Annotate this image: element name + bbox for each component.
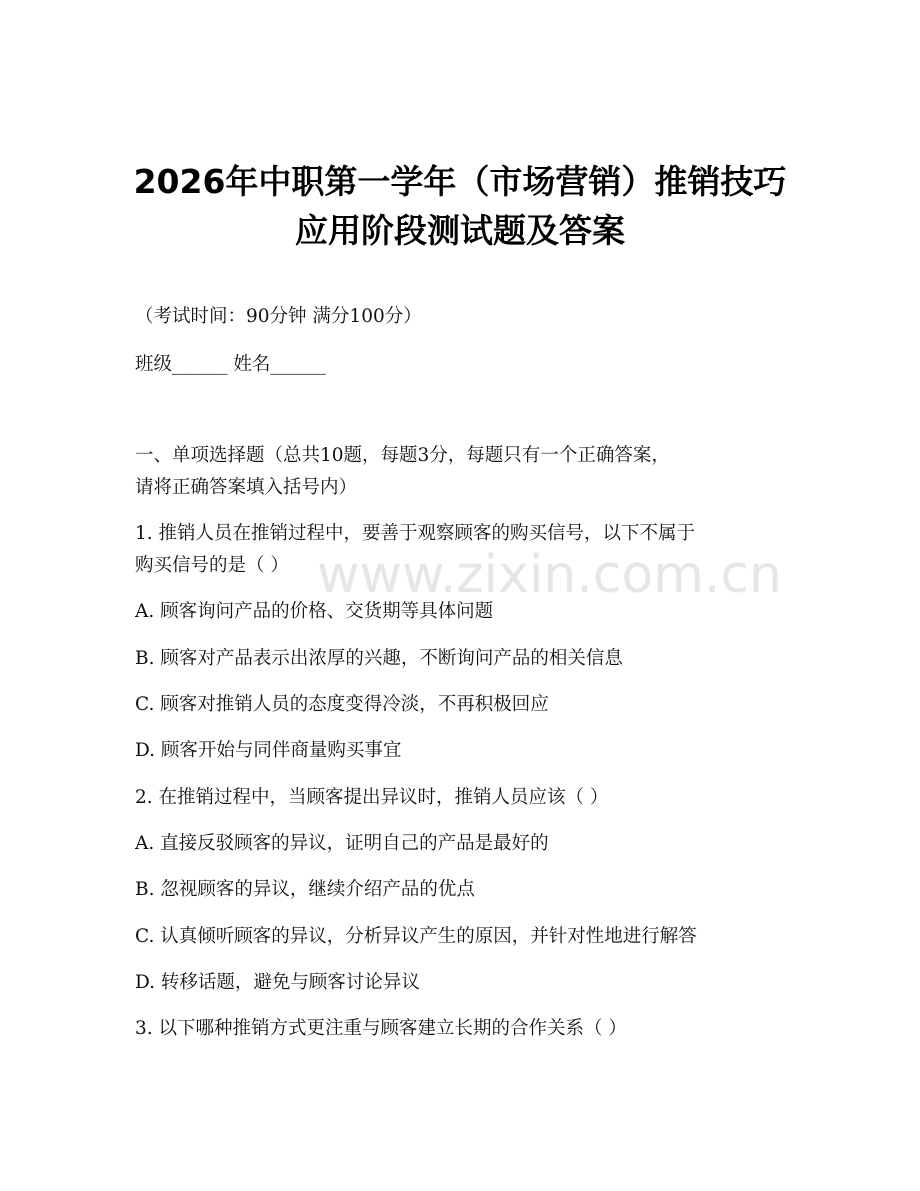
section-heading-line-1: 一、单项选择题（总共10题，每题3分，每题只有一个正确答案， — [135, 445, 670, 466]
question-2-option-d: D. 转移话题，避免与顾客讨论异议 — [135, 972, 420, 993]
question-1-option-a: A. 顾客询问产品的价格、交货期等具体问题 — [135, 601, 494, 622]
question-2-option-a: A. 直接反驳顾客的异议，证明自己的产品是最好的 — [135, 833, 549, 854]
question-2-option-b: B. 忽视顾客的异议，继续介绍产品的优点 — [135, 879, 475, 900]
document-title-line-1: 2026年中职第一学年（市场营销）推销技巧 — [133, 162, 787, 201]
question-1-stem-line-1: 1. 推销人员在推销过程中，要善于观察顾客的购买信号，以下不属于 — [135, 523, 696, 544]
watermark-text: www.zixin.com.cn — [317, 545, 782, 605]
exam-info: （考试时间：90分钟 满分100分） — [135, 306, 422, 327]
section-heading-line-2: 请将正确答案填入括号内） — [135, 477, 358, 498]
class-name-line: 班级______ 姓名______ — [135, 354, 326, 375]
question-2-option-c: C. 认真倾听顾客的异议，分析异议产生的原因，并针对性地进行解答 — [135, 926, 697, 947]
document-title-line-2: 应用阶段测试题及答案 — [295, 211, 625, 250]
question-1-option-d: D. 顾客开始与同伴商量购买事宜 — [135, 740, 402, 761]
question-1-option-b: B. 顾客对产品表示出浓厚的兴趣，不断询问产品的相关信息 — [135, 648, 623, 669]
question-1-option-c: C. 顾客对推销人员的态度变得冷淡，不再积极回应 — [135, 694, 549, 715]
question-2-stem-line-1: 2. 在推销过程中，当顾客提出异议时，推销人员应该（ ） — [135, 787, 609, 808]
question-3-stem-line-1: 3. 以下哪种推销方式更注重与顾客建立长期的合作关系（ ） — [135, 1018, 627, 1039]
question-1-stem-line-2: 购买信号的是（ ） — [135, 555, 289, 576]
